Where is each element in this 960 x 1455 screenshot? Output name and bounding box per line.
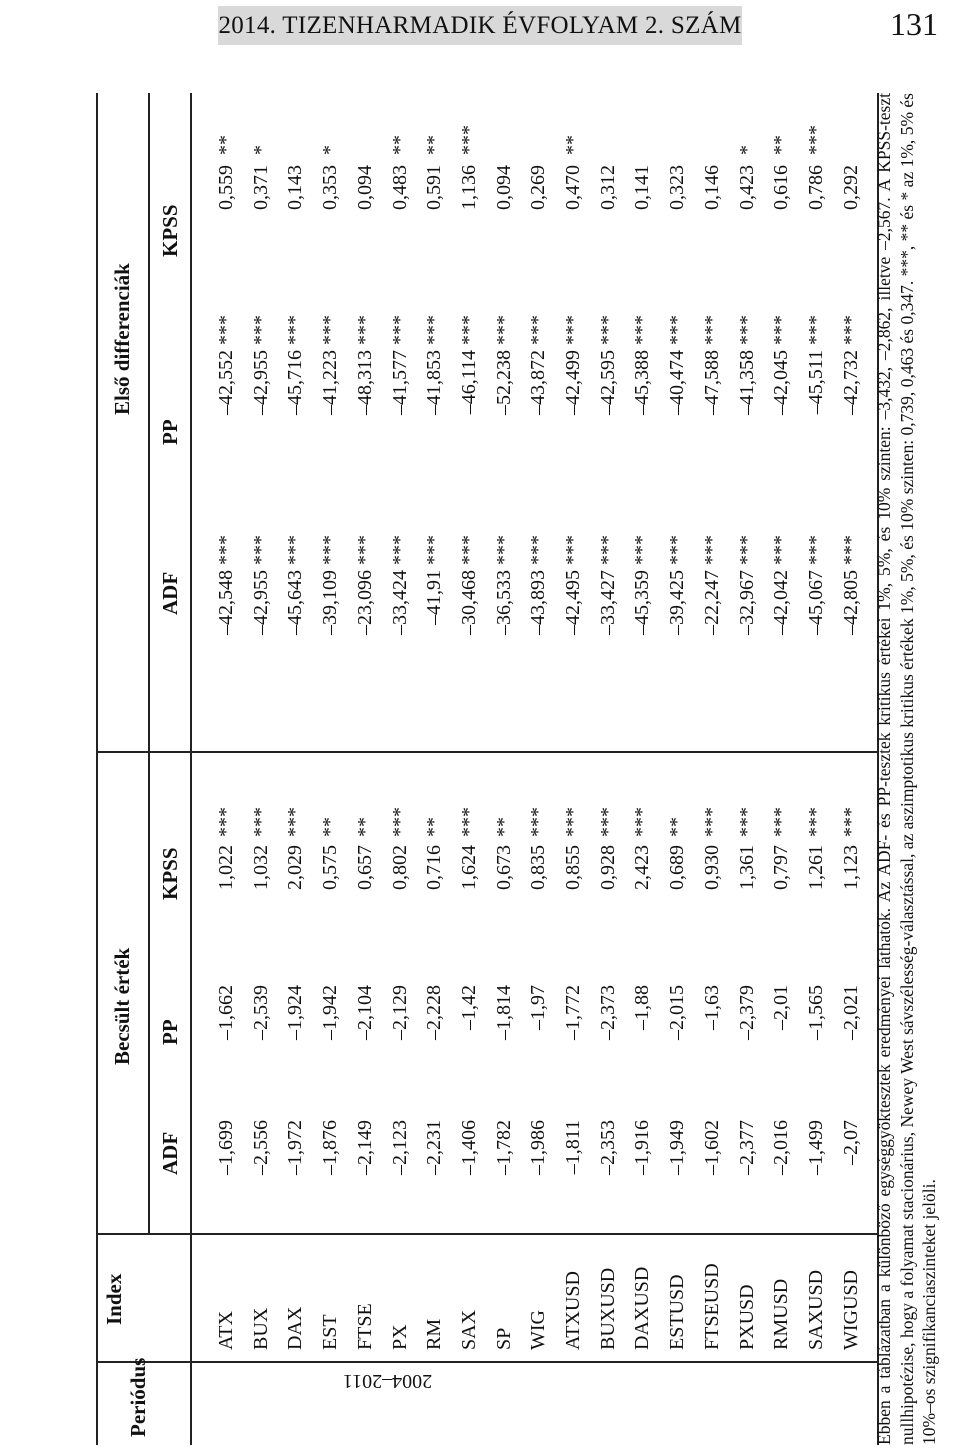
cell-elso-pp: –43,872 <box>527 350 550 415</box>
cell-becsult-kpss-sig: *** <box>700 807 723 837</box>
cell-index: ATX <box>215 1311 237 1350</box>
cell-elso-adf: –39,109 <box>319 570 342 635</box>
cell-elso-pp: –42,045 <box>770 350 793 415</box>
subheader-adf-elso: ADF <box>158 571 182 615</box>
cell-becsult-adf: –2,149 <box>353 1120 376 1175</box>
cell-elso-adf: –45,643 <box>284 570 307 635</box>
cell-becsult-kpss: 0,689 <box>666 845 689 890</box>
cell-index: WIGUSD <box>839 1270 862 1350</box>
cell-elso-pp: –41,223 <box>319 350 342 415</box>
cell-elso-pp: –52,238 <box>492 350 515 415</box>
cell-becsult-kpss-sig: *** <box>735 807 758 837</box>
cell-becsult-pp: –2,228 <box>423 985 446 1040</box>
cell-elso-pp: –45,388 <box>631 350 654 415</box>
periodus-header: Periódus <box>126 1357 150 1437</box>
cell-becsult-pp: –2,015 <box>666 985 689 1040</box>
cell-index: WIG <box>527 1310 550 1350</box>
table-top-rule <box>96 93 98 1445</box>
cell-elso-adf-sig: *** <box>562 535 584 565</box>
cell-becsult-kpss: 0,716 <box>423 845 446 890</box>
cell-elso-pp-sig: *** <box>215 315 237 345</box>
cell-becsult-kpss: 0,855 <box>562 845 584 890</box>
cell-elso-pp: –45,511 <box>804 350 827 415</box>
cell-index: RMUSD <box>770 1278 793 1350</box>
cell-becsult-adf: –1,499 <box>804 1120 827 1175</box>
cell-elso-pp: –41,358 <box>735 350 758 415</box>
cell-elso-kpss: 0,312 <box>596 165 619 210</box>
becsult-ertek-header: Becsült érték <box>110 947 134 1065</box>
cell-becsult-kpss: 0,657 <box>353 845 376 890</box>
cell-elso-pp: –40,474 <box>666 350 689 415</box>
cell-becsult-pp: –2,021 <box>839 985 862 1040</box>
cell-becsult-kpss-sig: ** <box>666 817 689 837</box>
cell-becsult-adf: –2,377 <box>735 1120 758 1175</box>
cell-becsult-pp: –2,379 <box>735 985 758 1040</box>
cell-elso-pp: –42,499 <box>562 350 584 415</box>
cell-becsult-adf: –1,949 <box>666 1120 689 1175</box>
cell-elso-kpss: 0,094 <box>492 165 515 210</box>
table-note: Ebben a táblázatban a különböző egységgyöktesztek eredményei láthatók. Az ADF- és PP-tesztek kritikus értékei 1%, 5%, és 10% szinten: –3,432, –2,862, illetve –2,567. A KPSS-teszt nullhipotézise, hogy a folyamat stacionárius, Newey West sávszélesség-választással, az aszimptotikus kritikus értékek 1%, 5%, és 10% szinten: 0,739, 0,463 és 0,347. ***, ** és * az 1%, 5% és 10%–os szignifikanciaszinteket jelöli. <box>874 93 939 1445</box>
cell-index: SAXUSD <box>804 1269 827 1350</box>
cell-becsult-pp: –1,97 <box>527 985 550 1030</box>
cell-elso-adf-sig: *** <box>249 535 272 565</box>
cell-becsult-kpss-sig: *** <box>249 807 272 837</box>
cell-elso-pp: –45,716 <box>284 350 307 415</box>
cell-elso-adf: –45,359 <box>631 570 654 635</box>
cell-elso-kpss-sig: ** <box>215 135 237 155</box>
cell-becsult-kpss-sig: *** <box>215 807 237 837</box>
cell-index: RM <box>423 1318 446 1350</box>
cell-elso-pp-sig: *** <box>284 315 307 345</box>
cell-index: DAX <box>284 1306 307 1350</box>
cell-elso-kpss: 0,353 <box>319 165 342 210</box>
cell-becsult-kpss: 0,835 <box>527 845 550 890</box>
cell-elso-adf-sig: *** <box>457 535 480 565</box>
cell-elso-adf: –22,247 <box>700 570 723 635</box>
cell-becsult-adf: –1,876 <box>319 1120 342 1175</box>
cell-elso-adf: –42,955 <box>249 570 272 635</box>
cell-elso-pp-sig: *** <box>527 315 550 345</box>
cell-becsult-kpss-sig: *** <box>527 807 550 837</box>
group-separator-rule <box>96 752 877 754</box>
cell-becsult-kpss: 1,123 <box>839 845 862 890</box>
cell-elso-adf-sig: *** <box>631 535 654 565</box>
subheader-pp-elso: PP <box>158 419 182 445</box>
cell-elso-pp-sig: *** <box>666 315 689 345</box>
cell-becsult-pp: –1,814 <box>492 985 515 1040</box>
cell-elso-adf: –39,425 <box>666 570 689 635</box>
cell-elso-kpss-sig: *** <box>457 125 480 155</box>
cell-elso-adf: –33,427 <box>596 570 619 635</box>
cell-elso-kpss: 0,292 <box>839 165 862 210</box>
cell-elso-adf-sig: *** <box>804 535 827 565</box>
cell-elso-pp: –42,955 <box>249 350 272 415</box>
cell-becsult-kpss: 1,032 <box>249 845 272 890</box>
cell-becsult-adf: –1,406 <box>457 1120 480 1175</box>
cell-elso-adf-sig: *** <box>215 535 237 565</box>
cell-becsult-pp: –2,104 <box>353 985 376 1040</box>
cell-becsult-kpss: 0,797 <box>770 845 793 890</box>
cell-becsult-adf: –2,07 <box>839 1120 862 1165</box>
cell-elso-kpss: 0,146 <box>700 165 723 210</box>
cell-becsult-kpss: 0,802 <box>388 845 411 890</box>
cell-elso-kpss: 0,143 <box>284 165 307 210</box>
cell-becsult-kpss-sig: *** <box>562 807 584 837</box>
cell-elso-pp-sig: *** <box>423 315 446 345</box>
cell-becsult-kpss-sig: *** <box>284 807 307 837</box>
cell-elso-adf: –33,424 <box>388 570 411 635</box>
cell-elso-kpss: 0,323 <box>666 165 689 210</box>
cell-becsult-adf: –1,972 <box>284 1120 307 1175</box>
cell-becsult-kpss: 0,673 <box>492 845 515 890</box>
cell-elso-adf-sig: *** <box>527 535 550 565</box>
cell-becsult-adf: –1,811 <box>562 1120 584 1175</box>
cell-elso-adf: –30,468 <box>457 570 480 635</box>
elso-differenciak-header: Első differenciák <box>110 263 134 415</box>
cell-elso-kpss: 1,136 <box>457 165 480 210</box>
cell-elso-kpss: 0,470 <box>562 165 584 210</box>
cell-becsult-adf: –2,353 <box>596 1120 619 1175</box>
cell-index: FTSEUSD <box>700 1263 723 1350</box>
cell-index: PXUSD <box>735 1284 758 1350</box>
cell-elso-kpss-sig: ** <box>770 135 793 155</box>
cell-becsult-pp: –1,42 <box>457 985 480 1030</box>
cell-elso-pp-sig: *** <box>700 315 723 345</box>
cell-becsult-kpss-sig: *** <box>804 807 827 837</box>
cell-elso-pp: –42,595 <box>596 350 619 415</box>
cell-becsult-pp: –1,924 <box>284 985 307 1040</box>
cell-elso-kpss-sig: * <box>319 145 342 155</box>
cell-index: BUXUSD <box>596 1267 619 1350</box>
cell-elso-adf: –45,067 <box>804 570 827 635</box>
cell-becsult-kpss-sig: ** <box>353 817 376 837</box>
cell-elso-pp-sig: *** <box>770 315 793 345</box>
cell-index: ATXUSD <box>562 1271 584 1350</box>
cell-elso-adf: –43,893 <box>527 570 550 635</box>
subheader-adf-becsult: ADF <box>158 1131 182 1175</box>
cell-elso-adf-sig: *** <box>735 535 758 565</box>
cell-elso-pp: –48,313 <box>353 350 376 415</box>
cell-elso-pp-sig: *** <box>631 315 654 345</box>
cell-index: BUX <box>249 1307 272 1350</box>
cell-elso-kpss: 0,371 <box>249 165 272 210</box>
cell-becsult-kpss: 2,423 <box>631 845 654 890</box>
cell-becsult-pp: –1,772 <box>562 985 584 1040</box>
cell-elso-adf: –23,096 <box>353 570 376 635</box>
cell-becsult-adf: –2,123 <box>388 1120 411 1175</box>
cell-becsult-adf: –1,602 <box>700 1120 723 1175</box>
cell-becsult-kpss: 1,361 <box>735 845 758 890</box>
cell-becsult-kpss: 1,022 <box>215 845 237 890</box>
cell-elso-kpss-sig: *** <box>804 125 827 155</box>
subheader-rule <box>190 93 192 1445</box>
unit-root-test-table <box>96 93 861 1445</box>
cell-elso-adf: –32,967 <box>735 570 758 635</box>
cell-becsult-adf: –2,556 <box>249 1120 272 1175</box>
cell-becsult-pp: –2,01 <box>770 985 793 1030</box>
cell-index: DAXUSD <box>631 1266 654 1350</box>
cell-elso-pp-sig: *** <box>388 315 411 345</box>
cell-becsult-kpss-sig: ** <box>319 817 342 837</box>
cell-elso-adf-sig: *** <box>353 535 376 565</box>
cell-elso-kpss-sig: ** <box>423 135 446 155</box>
cell-becsult-kpss: 2,029 <box>284 845 307 890</box>
cell-becsult-kpss: 1,624 <box>457 845 480 890</box>
cell-index: SP <box>492 1327 515 1350</box>
group-header-rule <box>148 93 150 1235</box>
cell-becsult-pp: –1,88 <box>631 985 654 1030</box>
cell-elso-adf-sig: *** <box>319 535 342 565</box>
cell-elso-kpss: 0,269 <box>527 165 550 210</box>
cell-becsult-kpss-sig: *** <box>631 807 654 837</box>
cell-becsult-pp: –1,942 <box>319 985 342 1040</box>
cell-elso-pp-sig: *** <box>839 315 862 345</box>
cell-elso-kpss: 0,591 <box>423 165 446 210</box>
subheader-kpss-becsult: KPSS <box>158 847 182 900</box>
cell-index: FTSE <box>353 1303 376 1350</box>
subheader-kpss-elso: KPSS <box>158 204 182 257</box>
cell-becsult-kpss-sig: ** <box>423 817 446 837</box>
cell-index: ESTUSD <box>666 1274 689 1350</box>
cell-becsult-adf: –1,699 <box>215 1120 237 1175</box>
cell-becsult-kpss-sig: *** <box>596 807 619 837</box>
cell-becsult-pp: –1,565 <box>804 985 827 1040</box>
cell-elso-pp-sig: *** <box>596 315 619 345</box>
cell-index: PX <box>388 1324 411 1350</box>
cell-elso-kpss-sig: ** <box>388 135 411 155</box>
cell-elso-adf: –42,042 <box>770 570 793 635</box>
cell-becsult-kpss-sig: *** <box>770 807 793 837</box>
cell-becsult-adf: –1,916 <box>631 1120 654 1175</box>
cell-elso-adf-sig: *** <box>666 535 689 565</box>
cell-elso-kpss: 0,786 <box>804 165 827 210</box>
cell-elso-adf-sig: *** <box>388 535 411 565</box>
cell-elso-pp: –47,588 <box>700 350 723 415</box>
cell-elso-adf-sig: *** <box>596 535 619 565</box>
cell-elso-kpss: 0,616 <box>770 165 793 210</box>
cell-becsult-pp: –1,662 <box>215 985 237 1040</box>
cell-elso-adf: –42,805 <box>839 570 862 635</box>
cell-elso-kpss: 0,559 <box>215 165 237 210</box>
journal-header: 2014. TIZENHARMADIK ÉVFOLYAM 2. SZÁM <box>218 6 742 45</box>
index-header: Index <box>102 1273 126 1325</box>
cell-elso-pp: –41,577 <box>388 350 411 415</box>
period-value: 2004–2011 <box>342 1369 433 1392</box>
cell-elso-pp: –42,552 <box>215 350 237 415</box>
cell-elso-adf: –36,533 <box>492 570 515 635</box>
cell-elso-kpss-sig: ** <box>562 135 584 155</box>
cell-elso-adf: –41,91 <box>423 570 446 625</box>
cell-elso-adf-sig: *** <box>700 535 723 565</box>
period-col-rule <box>96 1362 877 1364</box>
cell-elso-pp-sig: *** <box>353 315 376 345</box>
page-number: 131 <box>890 6 938 42</box>
cell-becsult-kpss-sig: *** <box>388 807 411 837</box>
cell-elso-adf-sig: *** <box>770 535 793 565</box>
cell-elso-pp: –42,732 <box>839 350 862 415</box>
cell-elso-adf-sig: *** <box>284 535 307 565</box>
cell-becsult-kpss: 0,928 <box>596 845 619 890</box>
subheader-pp-becsult: PP <box>158 1019 182 1045</box>
cell-becsult-adf: –2,016 <box>770 1120 793 1175</box>
cell-elso-pp: –41,853 <box>423 350 446 415</box>
cell-elso-adf-sig: *** <box>839 535 862 565</box>
cell-elso-pp-sig: *** <box>319 315 342 345</box>
cell-elso-kpss-sig: * <box>249 145 272 155</box>
cell-elso-kpss-sig: * <box>735 145 758 155</box>
cell-becsult-kpss-sig: *** <box>839 807 862 837</box>
cell-becsult-pp: –1,63 <box>700 985 723 1030</box>
cell-becsult-adf: –1,782 <box>492 1120 515 1175</box>
cell-elso-pp-sig: *** <box>249 315 272 345</box>
cell-elso-kpss: 0,094 <box>353 165 376 210</box>
cell-becsult-adf: –1,986 <box>527 1120 550 1175</box>
cell-becsult-kpss-sig: *** <box>457 807 480 837</box>
cell-elso-kpss: 0,141 <box>631 165 654 210</box>
cell-becsult-kpss: 0,575 <box>319 845 342 890</box>
cell-elso-pp-sig: *** <box>457 315 480 345</box>
cell-becsult-kpss: 1,261 <box>804 845 827 890</box>
cell-becsult-kpss: 0,930 <box>700 845 723 890</box>
cell-elso-adf: –42,495 <box>562 570 584 635</box>
cell-index: SAX <box>457 1309 480 1350</box>
cell-elso-adf: –42,548 <box>215 570 237 635</box>
cell-elso-pp-sig: *** <box>492 315 515 345</box>
cell-becsult-pp: –2,129 <box>388 985 411 1040</box>
cell-elso-kpss: 0,423 <box>735 165 758 210</box>
cell-elso-pp: –46,114 <box>457 350 480 415</box>
cell-index: EST <box>319 1314 342 1350</box>
cell-elso-pp-sig: *** <box>804 315 827 345</box>
cell-becsult-pp: –2,373 <box>596 985 619 1040</box>
cell-elso-kpss: 0,483 <box>388 165 411 210</box>
cell-becsult-kpss-sig: ** <box>492 817 515 837</box>
cell-elso-pp-sig: *** <box>562 315 584 345</box>
cell-elso-pp-sig: *** <box>735 315 758 345</box>
cell-elso-adf-sig: *** <box>492 535 515 565</box>
cell-elso-adf-sig: *** <box>423 535 446 565</box>
cell-becsult-adf: –2,231 <box>423 1120 446 1175</box>
cell-becsult-pp: –2,539 <box>249 985 272 1040</box>
